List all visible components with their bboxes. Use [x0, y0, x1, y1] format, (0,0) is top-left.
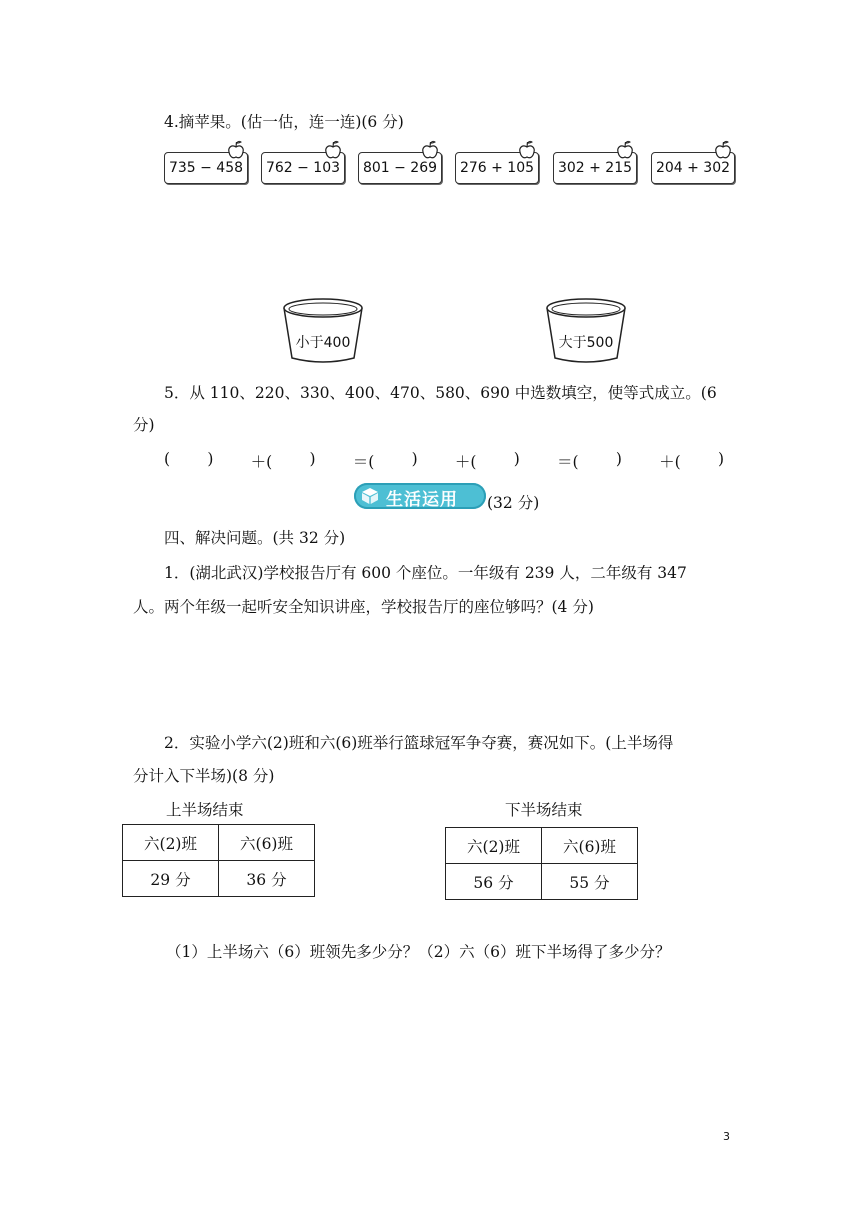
blank-bracket[interactable]: ＋( [454, 453, 477, 471]
apple-expression: 762 − 103 [265, 160, 341, 176]
table-value-cell: 29 分 [123, 861, 219, 897]
table-value-cell: 55 分 [542, 864, 638, 900]
table-header-cell: 六(2)班 [446, 828, 542, 864]
apple-expression: 735 − 458 [168, 160, 244, 176]
blank-bracket: ) [717, 450, 724, 468]
apple-icon [616, 140, 634, 160]
q5-fill-blanks [164, 450, 724, 472]
second-half-table [445, 827, 638, 900]
apple-card[interactable] [651, 152, 735, 184]
first-half-table [122, 824, 315, 897]
basket-icon [282, 296, 364, 366]
table-value-cell: 56 分 [446, 864, 542, 900]
table2-caption: 下半场结束 [505, 801, 583, 819]
blank-bracket: ) [615, 450, 622, 468]
blank-bracket: ) [207, 450, 214, 468]
cube-icon [360, 487, 380, 505]
basket-less-than-400 [282, 296, 364, 366]
problem2-line1: 2．实验小学六(2)班和六(6)班举行篮球冠军争夺赛，赛况如下。(上半场得 [164, 734, 674, 752]
sub-questions: （1）上半场六（6）班领先多少分？（2）六（6）班下半场得了多少分？ [166, 943, 671, 961]
basket-greater-than-500 [545, 296, 627, 366]
apple-card[interactable] [358, 152, 442, 184]
apple-expression: 302 + 215 [557, 160, 633, 176]
blank-bracket: ) [513, 450, 520, 468]
apple-icon [227, 140, 245, 160]
basket-icon [545, 296, 627, 366]
badge-points: (32 分) [487, 494, 540, 512]
problem2-line2: 分计入下半场)(8 分) [133, 767, 275, 785]
q5-line1: 5．从 110、220、330、400、470、580、690 中选数填空，使等式成立。(6 [164, 384, 717, 402]
apple-card[interactable] [455, 152, 539, 184]
section-badge [354, 483, 486, 509]
section4-heading: 四、解决问题。(共 32 分) [164, 529, 346, 547]
blank-bracket[interactable]: ＝( [557, 453, 579, 471]
table1-caption: 上半场结束 [166, 801, 244, 819]
page-number: 3 [723, 1130, 730, 1143]
blank-bracket[interactable]: ＋( [250, 453, 273, 471]
problem1-line1: 1．(湖北武汉)学校报告厅有 600 个座位。一年级有 239 人，二年级有 347 [164, 564, 687, 582]
apple-card[interactable] [164, 152, 248, 184]
q4-title: 4.摘苹果。(估一估，连一连)(6 分) [164, 113, 404, 131]
basket-label: 小于400 [295, 335, 351, 351]
apple-card[interactable] [261, 152, 345, 184]
apple-expression: 204 + 302 [655, 160, 731, 176]
apple-icon [714, 140, 732, 160]
blank-bracket: ) [411, 450, 418, 468]
blank-bracket: ) [309, 450, 316, 468]
table-header-cell: 六(6)班 [542, 828, 638, 864]
badge-label: 生活运用 [386, 490, 458, 510]
blank-bracket[interactable]: ＋( [659, 453, 681, 471]
q5-line2: 分) [133, 416, 155, 434]
apple-expression: 276 + 105 [459, 160, 535, 176]
problem1-line2: 人。两个年级一起听安全知识讲座，学校报告厅的座位够吗？(4 分) [133, 598, 594, 616]
table-value-cell: 36 分 [219, 861, 315, 897]
table-header-cell: 六(6)班 [219, 825, 315, 861]
apple-icon [324, 140, 342, 160]
table-header-cell: 六(2)班 [123, 825, 219, 861]
apple-icon [518, 140, 536, 160]
blank-bracket[interactable]: ( [164, 450, 171, 468]
apple-icon [421, 140, 439, 160]
apple-card[interactable] [553, 152, 637, 184]
blank-bracket[interactable]: ＝( [352, 453, 375, 471]
basket-label: 大于500 [558, 335, 614, 351]
apple-expression: 801 − 269 [362, 160, 438, 176]
